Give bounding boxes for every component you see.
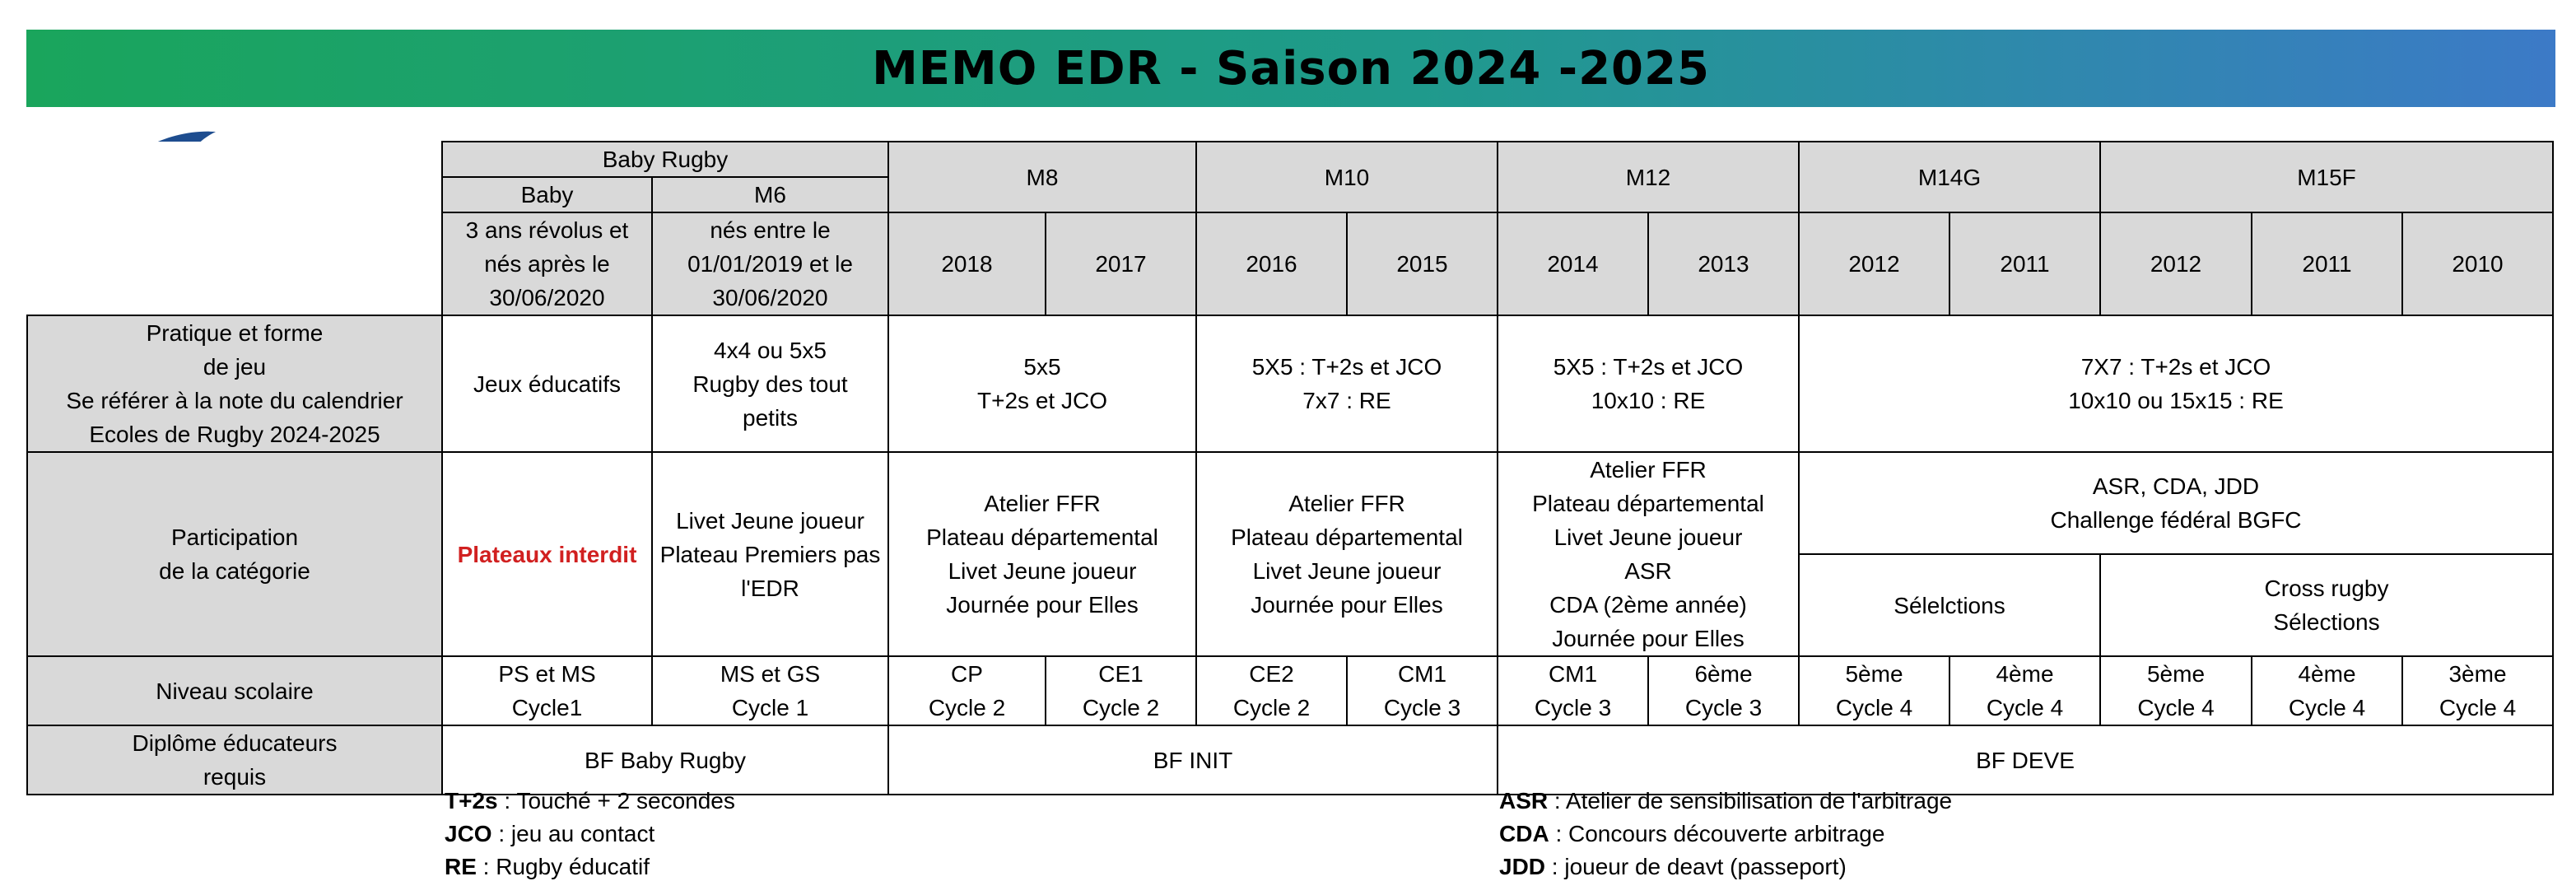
- cell-line: PS et MS: [498, 661, 596, 687]
- footnote-text: : jeu au contact: [491, 821, 655, 846]
- cell-line: 5x5: [1023, 354, 1061, 380]
- pratique-m8: [888, 315, 1196, 452]
- cell-line: Journée pour Elles: [1251, 592, 1443, 618]
- footnote-abbr: RE: [445, 854, 477, 879]
- cell-line: l'EDR: [741, 575, 799, 601]
- diplome-baby: BF Baby Rugby: [442, 725, 888, 795]
- row-label-diplome: [27, 725, 442, 795]
- cell-line: Cycle 1: [731, 695, 809, 720]
- footnote-item: [445, 851, 735, 883]
- pratique-m12: [1498, 315, 1799, 452]
- label-line: requis: [203, 764, 267, 790]
- niveau-cell: [888, 656, 1046, 725]
- participation-m10: [1196, 452, 1498, 656]
- cell-line: Cycle 4: [2288, 695, 2366, 720]
- cell-line: 4ème: [1996, 661, 2054, 687]
- memo-table: [26, 141, 2554, 795]
- header-baby-rugby: Baby Rugby: [442, 142, 888, 177]
- footnote-item: [1499, 785, 1952, 818]
- cell-line: ASR: [1624, 558, 1672, 584]
- niveau-cell: [2100, 656, 2252, 725]
- header-m15f: M15F: [2100, 142, 2553, 212]
- cell-line: Cycle 3: [1383, 695, 1461, 720]
- cell-line: 7X7 : T+2s et JCO: [2080, 354, 2271, 380]
- participation-m6: [652, 452, 888, 656]
- logo-cell: [27, 142, 442, 315]
- cell-line: Cycle 4: [2137, 695, 2215, 720]
- footnote-text: : Touché + 2 secondes: [497, 788, 735, 813]
- footnote-abbr: ASR: [1499, 788, 1549, 813]
- niveau-cell: [2252, 656, 2402, 725]
- cell-line: CE1: [1098, 661, 1144, 687]
- footnotes-right: [1499, 785, 1952, 883]
- cell-line: Cycle 2: [928, 695, 1006, 720]
- cell-line: 5ème: [1845, 661, 1903, 687]
- diplome-deve: BF DEVE: [1498, 725, 2553, 795]
- participation-m14-m15-top: [1799, 452, 2553, 554]
- cell-line: Atelier FFR: [1590, 457, 1707, 482]
- cell-line: CM1: [1397, 661, 1447, 687]
- cell-line: 10x10 ou 15x15 : RE: [2068, 388, 2284, 413]
- cell-line: CM1: [1548, 661, 1598, 687]
- year-cell: 2013: [1648, 212, 1799, 315]
- cell-line: petits: [743, 404, 798, 431]
- cell-line: 5ème: [2146, 661, 2206, 687]
- footnote-text: : Concours découverte arbitrage: [1549, 821, 1885, 846]
- row-label-participation: [27, 452, 442, 656]
- cell-line: 4ème: [2298, 661, 2356, 687]
- year-cell: 2014: [1498, 212, 1648, 315]
- cell-line: CDA (2ème année): [1549, 592, 1747, 618]
- year-cell: 2010: [2402, 212, 2553, 315]
- cell-line: Challenge fédéral BGFC: [2050, 507, 2302, 533]
- footnote-item: [445, 818, 735, 851]
- row-label-niveau: Niveau scolaire: [27, 656, 442, 725]
- cell-line: Cycle 4: [2439, 695, 2517, 720]
- year-cell: 2016: [1196, 212, 1347, 315]
- cell-line: 6ème: [1694, 661, 1753, 687]
- cell-line: Journée pour Elles: [1552, 626, 1745, 651]
- pratique-m6: [652, 315, 888, 452]
- cell-line: MS et GS: [720, 661, 821, 687]
- year-cell: 2011: [2252, 212, 2402, 315]
- footnote-abbr: JDD: [1499, 854, 1546, 879]
- year-cell: 2012: [1799, 212, 1949, 315]
- niveau-cell: [1648, 656, 1799, 725]
- label-line: Se référer à la note du calendrier: [66, 388, 403, 413]
- label-line: de la catégorie: [159, 558, 310, 584]
- cell-line: ASR, CDA, JDD: [2092, 473, 2260, 499]
- footnote-text: : joueur de deavt (passeport): [1545, 854, 1847, 879]
- year-cell: 2018: [888, 212, 1046, 315]
- participation-baby: Plateaux interdit: [442, 452, 652, 656]
- cell-line: Livet Jeune joueur: [676, 507, 864, 534]
- header-m8: M8: [888, 142, 1196, 212]
- cell-line: T+2s et JCO: [977, 388, 1107, 413]
- participation-m15: [2100, 554, 2553, 656]
- participation-m14: Sélelctions: [1799, 554, 2100, 656]
- title-banner: [26, 30, 2555, 107]
- cell-line: Plateau départemental: [926, 524, 1158, 550]
- pratique-m10: [1196, 315, 1498, 452]
- m6-age-cell: nés entre le 01/01/2019 et le 30/06/2020: [652, 212, 888, 315]
- participation-m12: [1498, 452, 1799, 656]
- footnote-text: : Rugby éducatif: [476, 854, 650, 879]
- footnote-abbr: T+2s: [445, 788, 498, 813]
- cell-line: Plateau départemental: [1532, 491, 1764, 516]
- label-line: Pratique et forme: [146, 320, 324, 346]
- cell-line: Livet Jeune joueur: [1554, 524, 1743, 550]
- cell-line: Cycle 4: [1835, 695, 1913, 720]
- header-m14g: M14G: [1799, 142, 2100, 212]
- footnote-item: [1499, 818, 1952, 851]
- pratique-baby: Jeux éducatifs: [442, 315, 652, 452]
- niveau-cell: [2402, 656, 2553, 725]
- cell-line: Livet Jeune joueur: [1252, 558, 1442, 584]
- cell-line: Journée pour Elles: [946, 592, 1139, 618]
- label-line: Ecoles de Rugby 2024-2025: [89, 422, 380, 447]
- cell-line: Livet Jeune joueur: [948, 558, 1137, 584]
- label-line: Participation: [170, 524, 299, 550]
- pratique-m14-m15: [1799, 315, 2553, 452]
- niveau-cell: [1347, 656, 1498, 725]
- cell-line: 4x4 ou 5x5: [714, 337, 827, 363]
- header-m10: M10: [1196, 142, 1498, 212]
- cell-line: Cycle 2: [1232, 695, 1311, 720]
- label-line: Diplôme éducateurs: [132, 730, 338, 756]
- header-m12: M12: [1498, 142, 1799, 212]
- cell-line: Atelier FFR: [1288, 491, 1405, 516]
- row-label-pratique: [27, 315, 442, 452]
- diplome-init: BF INIT: [888, 725, 1498, 795]
- cell-line: Atelier FFR: [984, 491, 1101, 516]
- year-cell: 2012: [2100, 212, 2252, 315]
- year-cell: 2017: [1046, 212, 1196, 315]
- cell-line: Plateau Premiers pas: [659, 541, 881, 567]
- cell-line: Rugby des tout: [692, 371, 848, 397]
- page-title: MEMO EDR - Saison 2024 -2025: [872, 41, 1710, 96]
- label-line: de jeu: [203, 354, 267, 380]
- cell-line: Cycle 3: [1534, 695, 1612, 720]
- footnote-abbr: JCO: [445, 821, 492, 846]
- footnotes-left: [445, 785, 735, 883]
- baby-age-cell: 3 ans révolus et nés après le 30/06/2020: [442, 212, 652, 315]
- year-cell: 2015: [1347, 212, 1498, 315]
- participation-m8: [888, 452, 1196, 656]
- cell-line: Cycle 3: [1684, 695, 1763, 720]
- cell-line: Cycle1: [511, 695, 583, 720]
- cell-line: CE2: [1249, 661, 1294, 687]
- cell-line: Plateau départemental: [1231, 524, 1463, 550]
- cell-line: Cycle 2: [1082, 695, 1160, 720]
- header-m6: M6: [652, 177, 888, 212]
- footnote-text: : Atelier de sensibilisation de l'arbitrage: [1548, 788, 1953, 813]
- cell-line: 5X5 : T+2s et JCO: [1251, 354, 1442, 380]
- footnote-item: [1499, 851, 1952, 883]
- cell-line: 3ème: [2448, 661, 2507, 687]
- niveau-cell: [1949, 656, 2100, 725]
- cell-line: 5X5 : T+2s et JCO: [1553, 354, 1744, 380]
- cell-line: Cycle 4: [1986, 695, 2064, 720]
- footnote-abbr: CDA: [1499, 821, 1549, 846]
- niveau-cell: [1799, 656, 1949, 725]
- year-cell: 2011: [1949, 212, 2100, 315]
- niveau-cell: [1046, 656, 1196, 725]
- niveau-cell: [1498, 656, 1648, 725]
- cell-line: Cross rugby: [2264, 576, 2389, 601]
- niveau-cell: [1196, 656, 1347, 725]
- niveau-cell: [652, 656, 888, 725]
- cell-line: Sélections: [2273, 609, 2380, 635]
- niveau-cell: [442, 656, 652, 725]
- footnote-item: [445, 785, 735, 818]
- cell-line: 7x7 : RE: [1302, 388, 1391, 413]
- header-baby: Baby: [442, 177, 652, 212]
- cell-line: CP: [951, 661, 983, 687]
- cell-line: 10x10 : RE: [1591, 388, 1706, 413]
